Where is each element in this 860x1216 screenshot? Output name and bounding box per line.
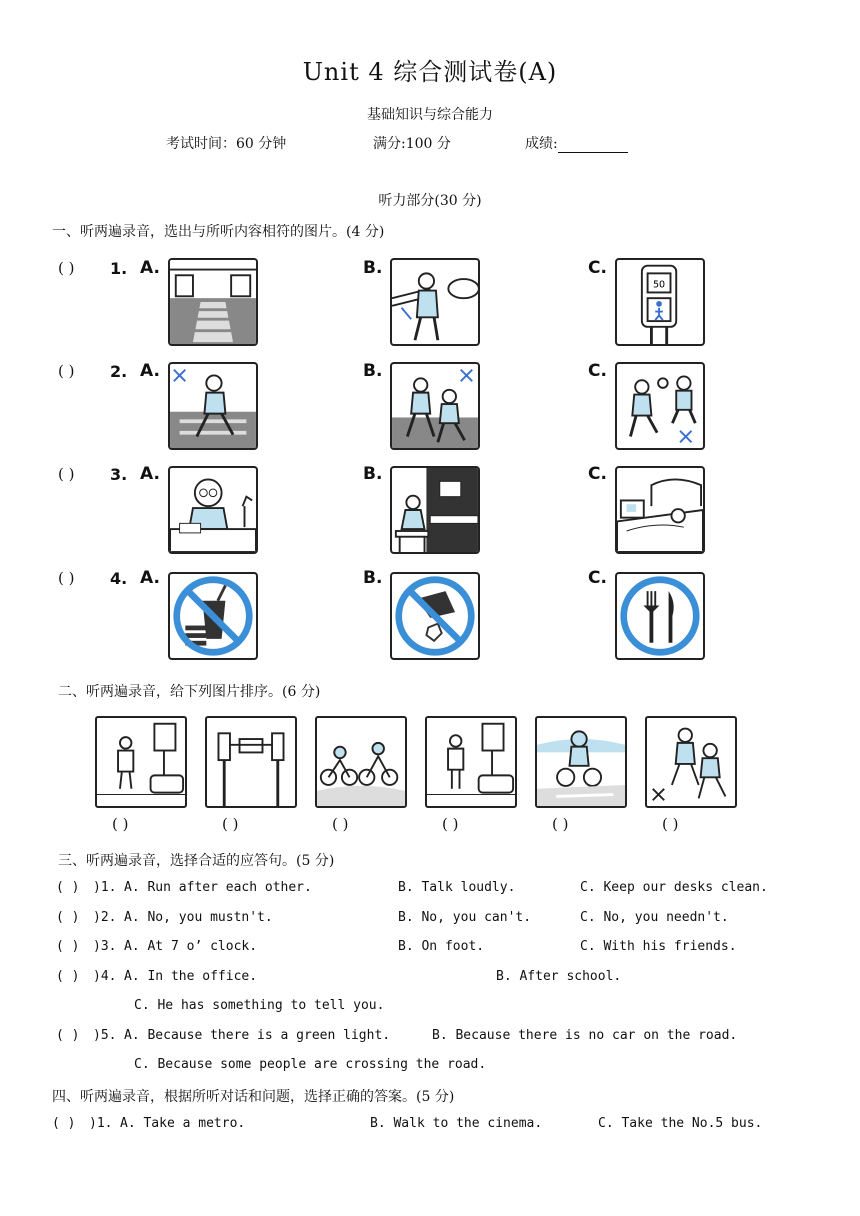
option-a[interactable]: A. Run after each other.	[124, 880, 312, 895]
option-a-label: A.	[140, 361, 160, 381]
part4-heading: 四、听两遍录音，根据所听对话和问题，选择正确的答案。(5 分)	[52, 1089, 455, 1105]
exam-time: 考试时间：60 分钟	[166, 136, 287, 152]
no-littering-icon[interactable]	[390, 572, 480, 660]
item-number: )2.	[93, 910, 117, 925]
option-c[interactable]: C. Take the No.5 bus.	[598, 1116, 763, 1131]
answer-paren[interactable]: ( )	[58, 259, 75, 277]
result-field[interactable]	[525, 133, 628, 153]
walking-man-icon[interactable]	[390, 258, 480, 346]
option-b-label: B.	[363, 258, 383, 278]
option-b[interactable]: B. On foot.	[398, 939, 485, 954]
option-a[interactable]: A. No, you mustn't.	[124, 910, 273, 925]
running-crossing-icon[interactable]	[168, 362, 258, 450]
sleeping-icon[interactable]	[615, 466, 705, 554]
cyclists-icon[interactable]	[315, 716, 407, 808]
option-a-label: A.	[140, 568, 160, 588]
option-b[interactable]: B. No, you can't.	[398, 910, 532, 925]
option-c-label: C.	[588, 464, 607, 484]
option-c[interactable]: C. He has something to tell you.	[134, 998, 385, 1013]
order-paren[interactable]: ( )	[552, 815, 569, 833]
part3-heading: 三、听两遍录音，选择合适的应答句。(5 分)	[58, 853, 335, 869]
option-b-label: B.	[363, 568, 383, 588]
option-b-label: B.	[363, 361, 383, 381]
man-waiting-icon[interactable]	[425, 716, 517, 808]
option-b-label: B.	[363, 464, 383, 484]
order-paren[interactable]: ( )	[332, 815, 349, 833]
page-subtitle: 基础知识与综合能力	[367, 107, 493, 123]
reading-woman-icon[interactable]	[168, 466, 258, 554]
answer-paren[interactable]: ( )	[56, 1028, 80, 1043]
fork-knife-icon[interactable]	[615, 572, 705, 660]
question-number: 1.	[110, 259, 128, 278]
part1-heading: 一、听两遍录音，选出与所听内容相符的图片。(4 分)	[52, 224, 385, 240]
option-c-label: C.	[588, 568, 607, 588]
option-c[interactable]: C. Keep our desks clean.	[580, 880, 768, 895]
order-paren[interactable]: ( )	[222, 815, 239, 833]
option-c[interactable]: C. With his friends.	[580, 939, 737, 954]
item-number: )4.	[93, 969, 117, 984]
option-c-label: C.	[588, 258, 607, 278]
item-number: )3.	[93, 939, 117, 954]
item-number: )5.	[93, 1028, 117, 1043]
svg-text:50: 50	[652, 279, 666, 291]
answer-paren[interactable]: ( )	[52, 1116, 76, 1131]
option-c-label: C.	[588, 361, 607, 381]
question-number: 4.	[110, 569, 128, 588]
option-c[interactable]: C. No, you needn't.	[580, 910, 729, 925]
option-b[interactable]: B. After school.	[496, 969, 622, 984]
order-paren[interactable]: ( )	[112, 815, 129, 833]
answer-paren[interactable]: ( )	[56, 910, 80, 925]
pedestrian-signal-icon[interactable]	[615, 258, 705, 346]
no-eating-icon[interactable]	[168, 572, 258, 660]
option-a-label: A.	[140, 464, 160, 484]
boys-running-icon[interactable]	[645, 716, 737, 808]
option-a[interactable]: A. Because there is a green light.	[124, 1028, 391, 1043]
cyclist-crossing-icon[interactable]	[535, 716, 627, 808]
question-number: 3.	[110, 465, 128, 484]
football-icon[interactable]	[615, 362, 705, 450]
order-paren[interactable]: ( )	[662, 815, 679, 833]
order-paren[interactable]: ( )	[442, 815, 459, 833]
answer-paren[interactable]: ( )	[58, 362, 75, 380]
piano-icon[interactable]	[390, 466, 480, 554]
answer-paren[interactable]: ( )	[58, 465, 75, 483]
result-blank[interactable]	[558, 138, 628, 153]
part2-heading: 二、听两遍录音，给下列图片排序。(6 分)	[58, 684, 321, 700]
listening-heading: 听力部分(30 分)	[378, 193, 482, 209]
crosswalk-icon[interactable]	[168, 258, 258, 346]
option-a[interactable]: A. Take a metro.	[120, 1116, 246, 1131]
option-a[interactable]: A. In the office.	[124, 969, 258, 984]
answer-paren[interactable]: ( )	[56, 939, 80, 954]
chasing-street-icon[interactable]	[390, 362, 480, 450]
option-b[interactable]: B. Talk loudly.	[398, 880, 516, 895]
full-score: 满分:100 分	[373, 136, 451, 152]
option-b[interactable]: B. Because there is no car on the road.	[432, 1028, 738, 1043]
option-b[interactable]: B. Walk to the cinema.	[370, 1116, 543, 1131]
man-traffic-light-icon[interactable]	[95, 716, 187, 808]
answer-paren[interactable]: ( )	[56, 880, 80, 895]
answer-paren[interactable]: ( )	[56, 969, 80, 984]
option-a-label: A.	[140, 258, 160, 278]
result-label: 成绩:	[525, 136, 558, 152]
item-number: )1.	[93, 880, 117, 895]
option-a[interactable]: A. At 7 o’ clock.	[124, 939, 258, 954]
page-title: Unit 4 综合测试卷(A)	[302, 58, 558, 86]
question-number: 2.	[110, 362, 128, 381]
answer-paren[interactable]: ( )	[58, 569, 75, 587]
item-number: )1.	[89, 1116, 113, 1131]
traffic-lights-icon[interactable]	[205, 716, 297, 808]
option-c[interactable]: C. Because some people are crossing the road.	[134, 1057, 487, 1072]
